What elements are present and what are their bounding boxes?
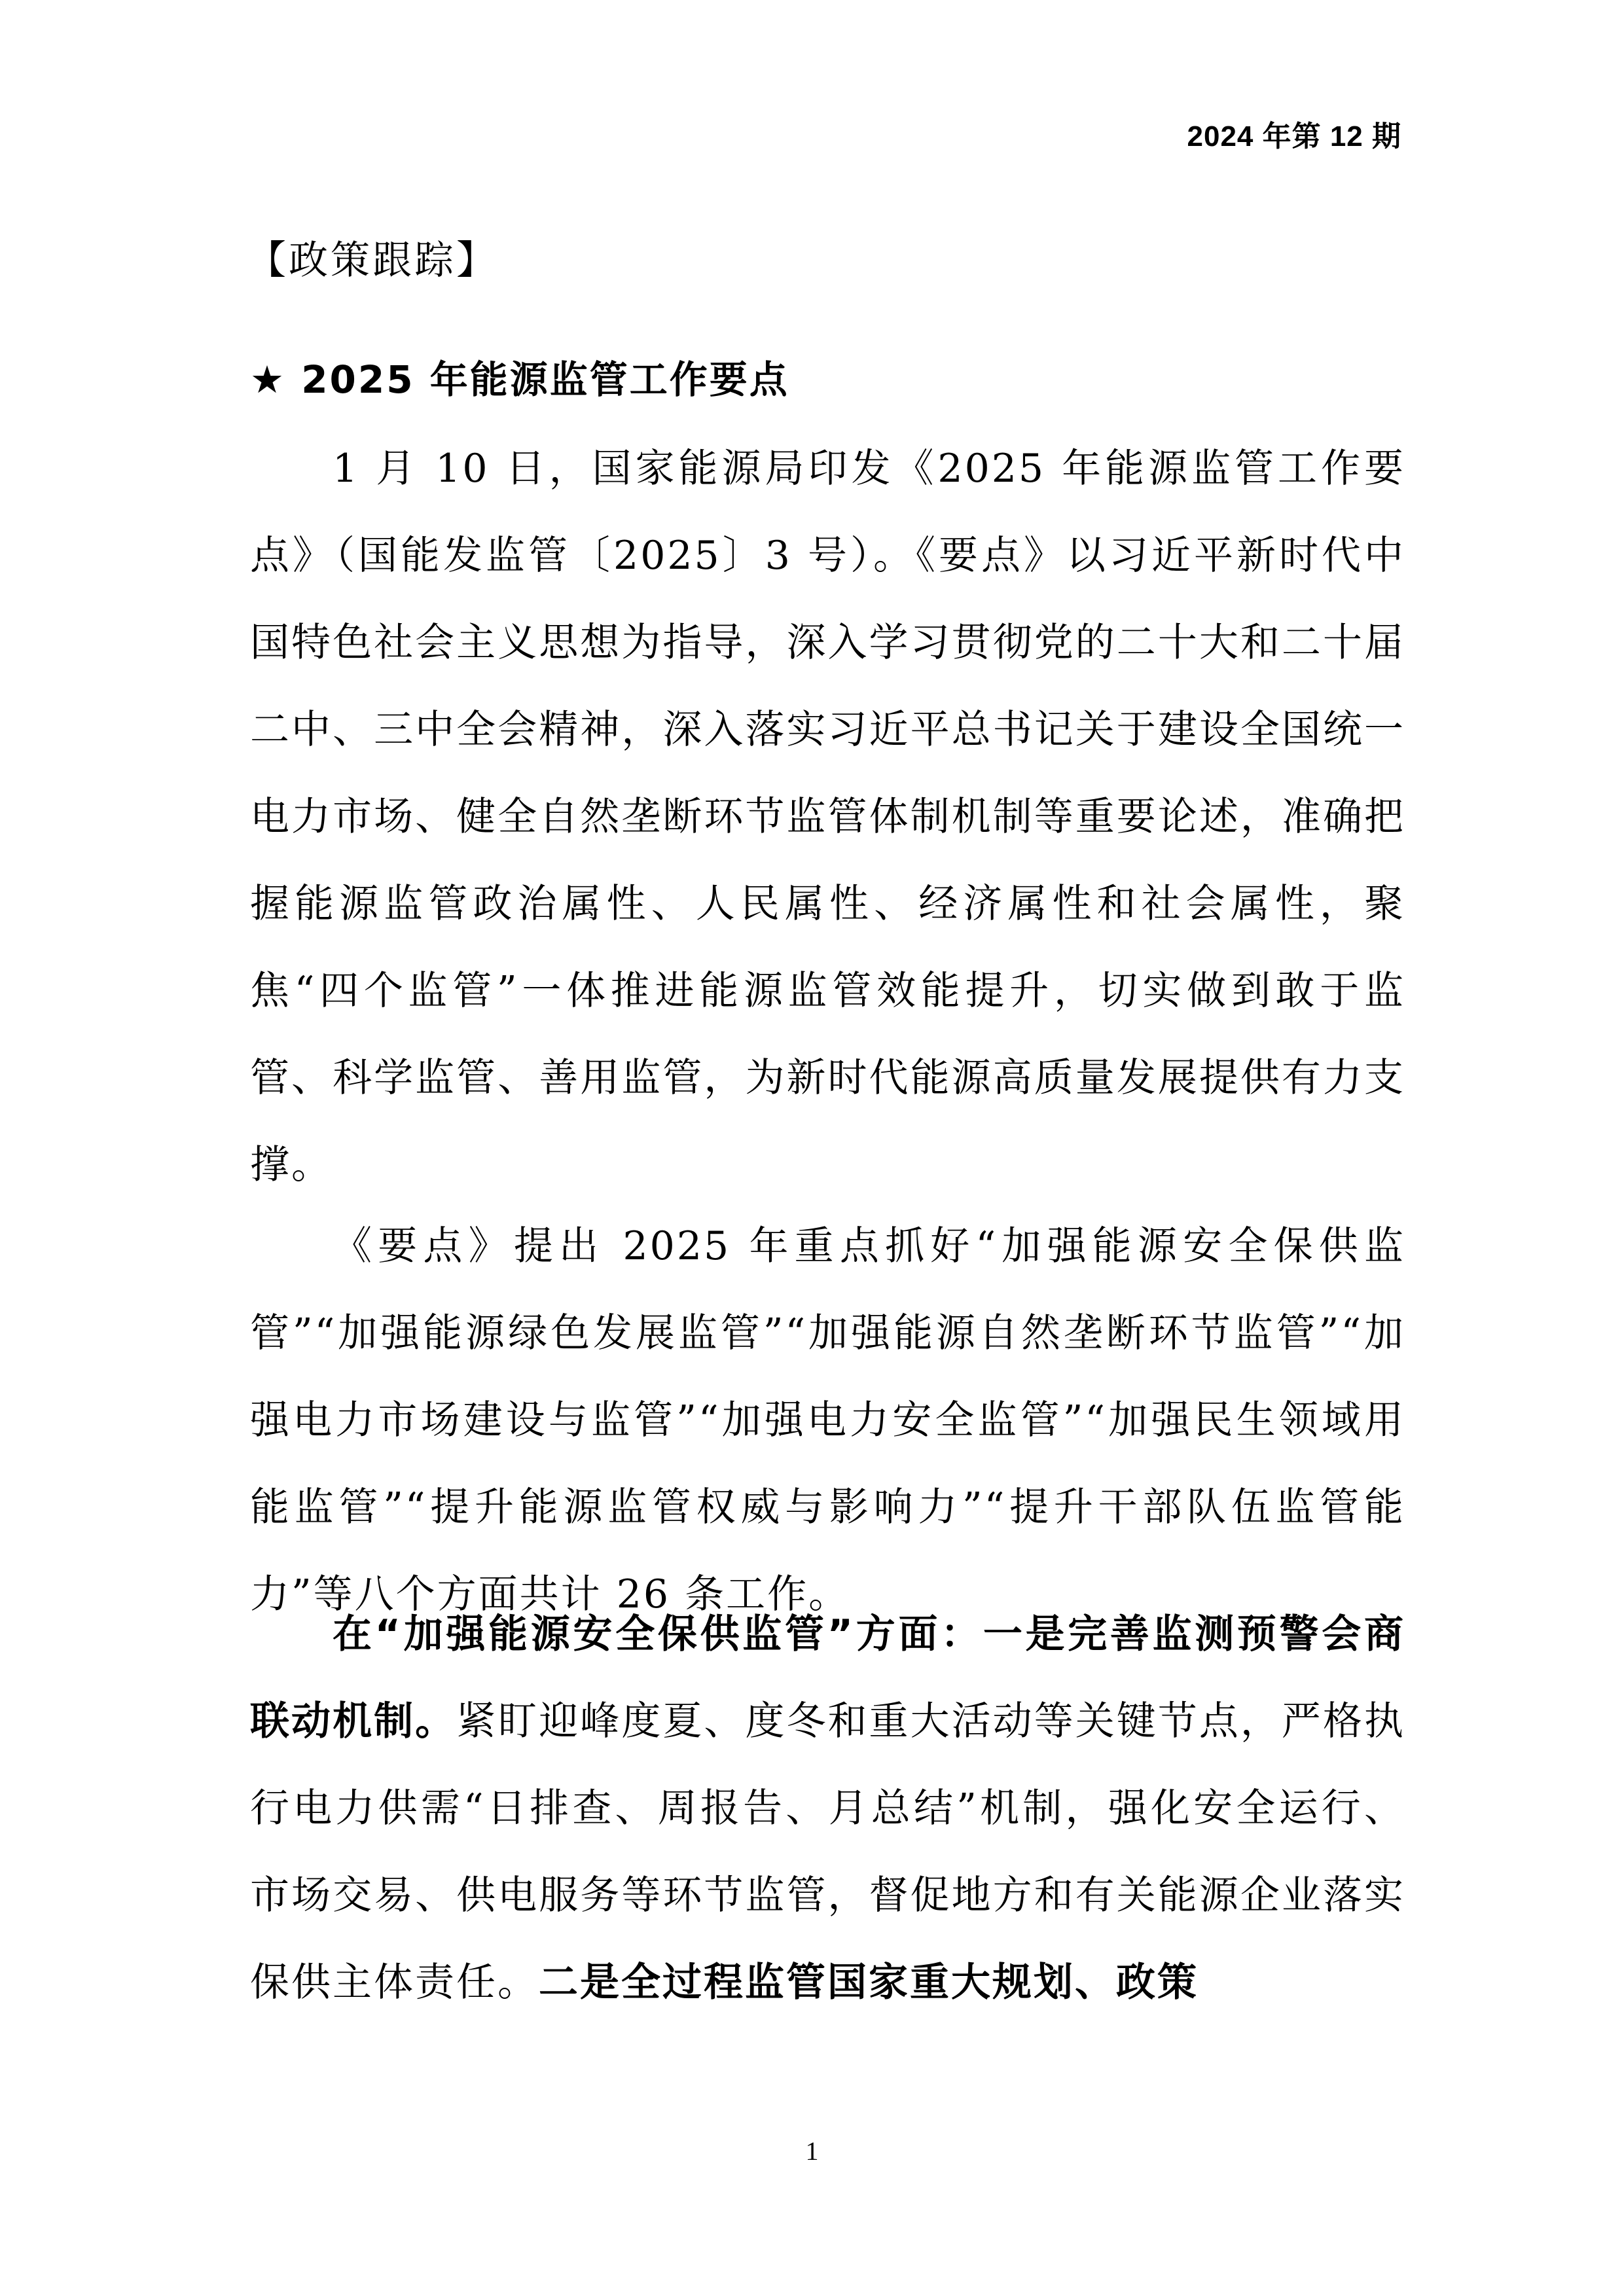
paragraph-intro: 1 月 10 日，国家能源局印发《2025 年能源监管工作要点》（国能发监管〔2025〕3 号）。《要点》以习近平新时代中国特色社会主义思想为指导，深入学习贯彻党的二十大和二十届二中、三中全会精神，深入落实习近平总书记关于建设全国统一电力市场、健全自然垄断环节监管体制机制等重要论述，准确把握能源监管政治属性、人民属性、经济属性和社会属性，聚焦“四个监管”一体推进能源监管效能提升，切实做到敢于监管、科学监管、善用监管，为新时代能源高质量发展提供有力支撑。 <box>250 446 1405 1188</box>
paragraph-energy-security <box>250 1591 1405 2026</box>
bold-lead-text: 在“加强能源安全保供监管”方面：一是完善监测预警会商联动机制。 <box>250 1611 1405 1744</box>
section-tag: 【政策跟踪】 <box>247 238 498 283</box>
paragraph-text: 紧盯迎峰度夏、度冬和重大活动等关键节点，严格执行电力供需“日排查、周报告、月总结”机制，强化安全运行、市场交易、供电服务等环节监管，督促地方和有关能源企业落实保供主体责任。 <box>250 1698 1406 2005</box>
page-number: 1 <box>805 2136 819 2166</box>
issue-number: 2024 年第 12 期 <box>1187 120 1401 152</box>
article-title: ★ 2025 年能源监管工作要点 <box>250 357 789 402</box>
paragraph-key-points: 《要点》提出 2025 年重点抓好“加强能源安全保供监管”“加强能源绿色发展监管”“加强能源自然垄断环节监管”“加强电力市场建设与监管”“加强电力安全监管”“加强民生领域用能监管”“提升能源监管权威与影响力”“提升干部队伍监管能力”等八个方面共计 26 条工作。 <box>250 1223 1405 1617</box>
bold-lead-text-2: 二是全过程监管国家重大规划、政策 <box>539 1960 1199 2005</box>
